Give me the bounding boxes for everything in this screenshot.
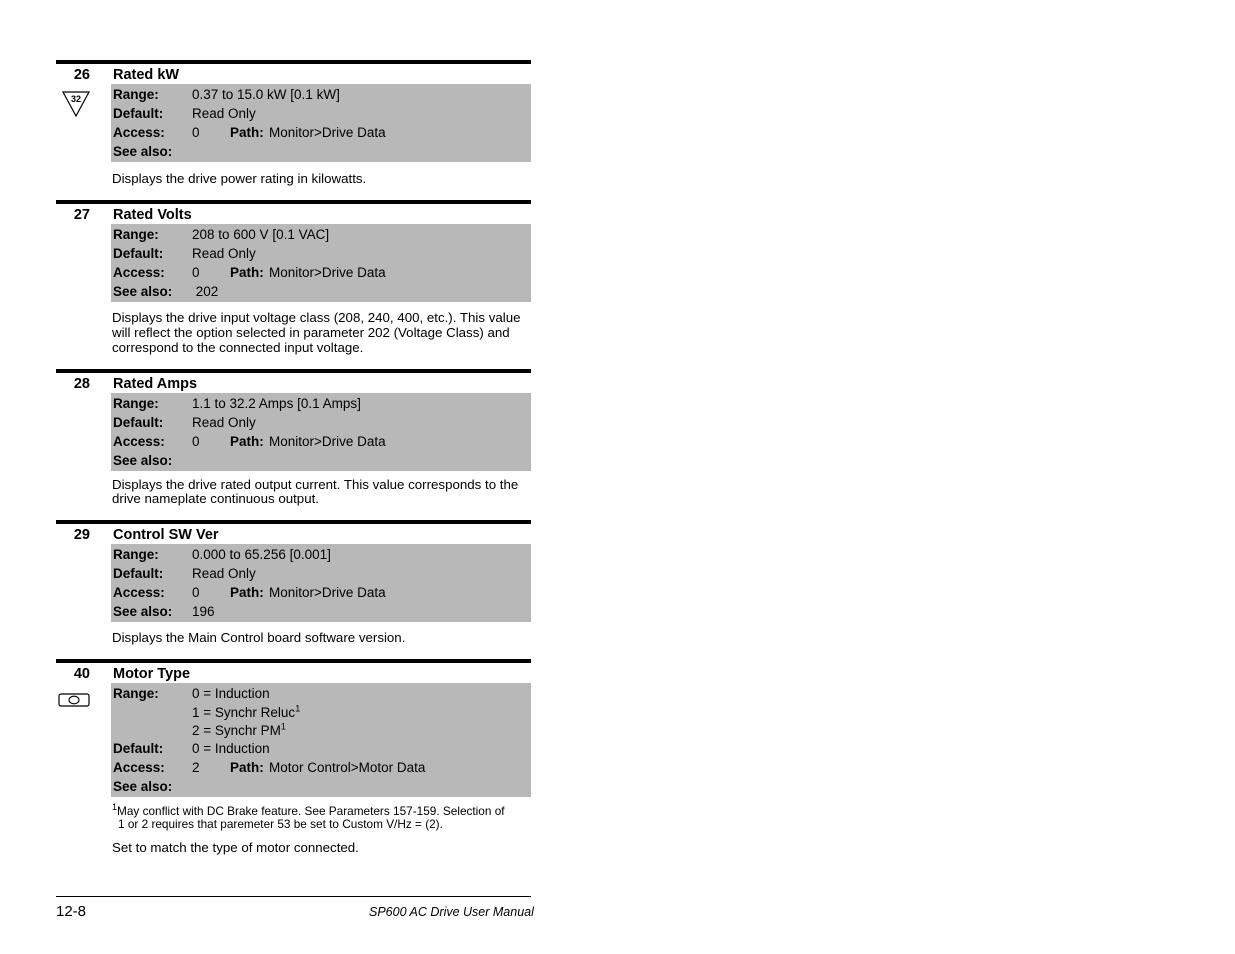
default-value: Read Only	[192, 566, 256, 581]
param-info-box	[111, 393, 531, 471]
see-also-label: See also:	[113, 604, 173, 619]
range-value: 0.37 to 15.0 kW [0.1 kW]	[192, 87, 340, 102]
param-26	[56, 60, 531, 186]
param-40	[56, 659, 531, 855]
param-number: 27	[73, 207, 90, 223]
default-value: 0 = Induction	[192, 741, 270, 756]
default-label: Default:	[113, 566, 164, 581]
path-value: Motor Control>Motor Data	[269, 760, 426, 775]
see-also-value: 202	[192, 284, 219, 299]
see-also-label: See also:	[113, 284, 173, 299]
triangle-icon-text: 32	[70, 94, 82, 104]
page-number: 12-8	[56, 903, 87, 920]
param-description: Displays the Main Control board software version.	[112, 630, 406, 645]
range-label: Range:	[113, 227, 159, 242]
footnote-mark: 1	[112, 802, 118, 813]
path-value: Monitor>Drive Data	[269, 265, 386, 280]
default-value: Read Only	[192, 246, 256, 261]
access-label: Access:	[113, 434, 165, 449]
footnote-line-1: May conflict with DC Brake feature. See Parameters 157-159. Selection of	[117, 804, 505, 818]
see-also-label: See also:	[113, 144, 173, 159]
path-label: Path:	[230, 434, 264, 449]
access-value: 0	[192, 265, 200, 280]
param-info-box	[111, 224, 531, 302]
see-also-label: See also:	[113, 779, 173, 794]
range-option-0: 0 = Induction	[192, 686, 270, 701]
access-label: Access:	[113, 585, 165, 600]
param-29	[56, 520, 531, 645]
footnote-ref: 1	[280, 721, 286, 732]
path-value: Monitor>Drive Data	[269, 585, 386, 600]
access-value: 0	[192, 434, 200, 449]
range-value: 208 to 600 V [0.1 VAC]	[192, 227, 330, 242]
access-value: 2	[192, 760, 200, 775]
range-value: 0.000 to 65.256 [0.001]	[192, 547, 331, 562]
default-value: Read Only	[192, 106, 256, 121]
path-label: Path:	[230, 265, 264, 280]
see-also-label: See also:	[113, 453, 173, 468]
param-number: 29	[73, 527, 90, 543]
footnote-ref: 1	[295, 703, 301, 714]
param-description: Displays the drive input voltage class (208, 240, 400, etc.). This value will reflect the option selected in parameter 202 (Voltage Class) and correspond to the connected input voltage.	[112, 310, 521, 355]
param-title: Control SW Ver	[113, 527, 219, 543]
path-label: Path:	[230, 585, 264, 600]
footer-rule	[56, 896, 531, 897]
range-label: Range:	[113, 87, 159, 102]
manual-title: SP600 AC Drive User Manual	[369, 905, 534, 919]
param-description: Displays the drive rated output current. This value corresponds to the drive nameplate continuous output.	[112, 477, 519, 506]
param-title: Rated Volts	[113, 207, 192, 223]
range-label: Range:	[113, 547, 159, 562]
range-label: Range:	[113, 686, 159, 701]
access-value: 0	[192, 585, 200, 600]
access-value: 0	[192, 125, 200, 140]
range-option-2-wrap	[192, 721, 286, 740]
range-option-1: 1 = Synchr Reluc	[192, 705, 296, 720]
footnote	[112, 802, 532, 831]
access-label: Access:	[113, 265, 165, 280]
param-description: Set to match the type of motor connected.	[112, 840, 359, 855]
param-27	[56, 200, 531, 355]
default-label: Default:	[113, 246, 164, 261]
param-number: 40	[73, 666, 90, 682]
stop-mode-icon	[58, 693, 90, 707]
param-info-box	[111, 544, 531, 622]
access-label: Access:	[113, 760, 165, 775]
path-value: Monitor>Drive Data	[269, 125, 386, 140]
param-title: Rated Amps	[113, 376, 198, 392]
param-title: Rated kW	[113, 67, 180, 83]
param-28	[56, 369, 531, 506]
triangle-32-icon	[62, 91, 90, 117]
param-title: Motor Type	[113, 666, 191, 682]
param-number: 28	[73, 376, 90, 392]
default-label: Default:	[113, 741, 164, 756]
range-option-2: 2 = Synchr PM	[192, 723, 281, 738]
default-label: Default:	[113, 106, 164, 121]
footnote-line-2: 1 or 2 requires that paremeter 53 be set to Custom V/Hz = (2).	[118, 817, 443, 831]
path-label: Path:	[230, 760, 264, 775]
param-description: Displays the drive power rating in kilowatts.	[112, 171, 367, 186]
range-option-1-wrap	[192, 703, 300, 722]
default-value: Read Only	[192, 415, 256, 430]
param-info-box	[111, 683, 531, 797]
access-label: Access:	[113, 125, 165, 140]
param-number: 26	[73, 67, 90, 83]
see-also-value: 196	[192, 604, 215, 619]
path-value: Monitor>Drive Data	[269, 434, 386, 449]
range-value: 1.1 to 32.2 Amps [0.1 Amps]	[192, 396, 361, 411]
path-label: Path:	[230, 125, 264, 140]
default-label: Default:	[113, 415, 164, 430]
range-label: Range:	[113, 396, 159, 411]
param-info-box	[111, 84, 531, 162]
